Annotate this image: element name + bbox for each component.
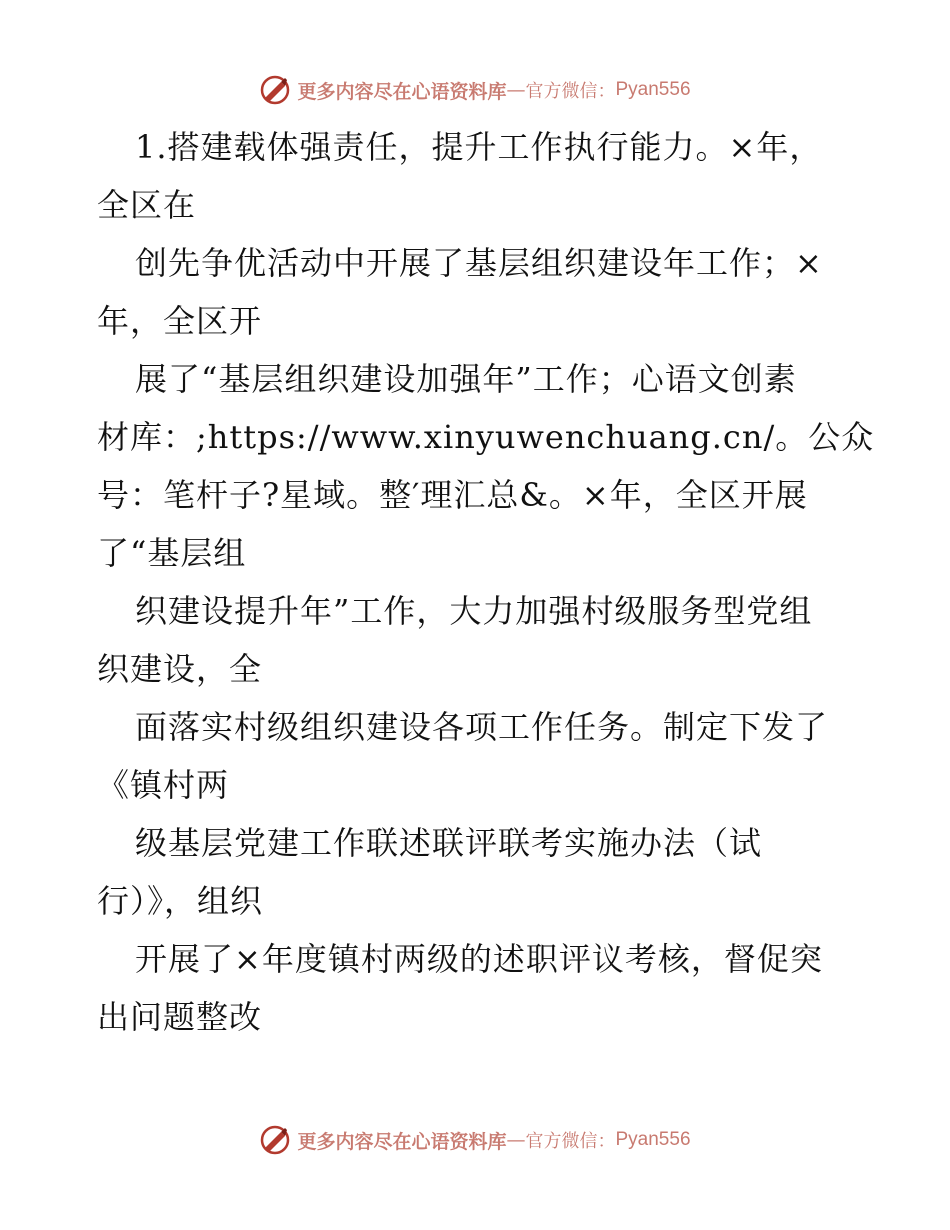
body-line: 材库：;https://www.xinyuwenchuang.cn/。公众 — [97, 418, 875, 456]
body-line: 了“基层组 — [97, 534, 247, 572]
body-line: 面落实村级组织建设各项工作任务。制定下发了 — [135, 708, 829, 746]
body-line: 展了“基层组织建设加强年”工作；心语文创素 — [135, 360, 797, 398]
body-line: 开展了×年度镇村两级的述职评议考核，督促突 — [135, 940, 823, 978]
header-wechat-label: 官方微信： — [525, 81, 616, 102]
footer-brand-text: 更多内容尽在心语资料库 — [297, 1130, 507, 1153]
body-line: 织建设，全 — [97, 650, 263, 688]
body-line: 出问题整改 — [97, 998, 263, 1036]
body-line: 行）》，组织 — [97, 882, 264, 920]
body-line: 年，全区开 — [97, 302, 263, 340]
header-separator: — — [506, 79, 526, 101]
header-wechat-id: Pyan556 — [615, 79, 691, 100]
body-line: 1.搭建载体强责任，提升工作执行能力。×年， — [135, 128, 823, 166]
body-line: 织建设提升年”工作，大力加强村级服务型党组 — [135, 592, 813, 630]
header-brand-text: 更多内容尽在心语资料库 — [297, 80, 507, 103]
footer-wechat-id: Pyan556 — [615, 1129, 691, 1150]
pen-logo-icon — [259, 1124, 291, 1156]
body-line: 全区在 — [97, 186, 197, 224]
body-line: 创先争优活动中开展了基层组织建设年工作；× — [135, 244, 823, 282]
header-banner — [0, 70, 950, 110]
footer-banner — [0, 1120, 950, 1160]
body-line: 《镇村两 — [97, 766, 230, 804]
footer-separator: — — [506, 1129, 526, 1151]
pen-logo-icon — [259, 74, 291, 106]
footer-wechat-label: 官方微信： — [525, 1131, 616, 1152]
document-body — [97, 118, 875, 1046]
body-line: 级基层党建工作联述联评联考实施办法（试 — [135, 824, 763, 862]
body-line: 号：笔杆子?星域。整′理汇总&。×年，全区开展 — [97, 476, 808, 514]
